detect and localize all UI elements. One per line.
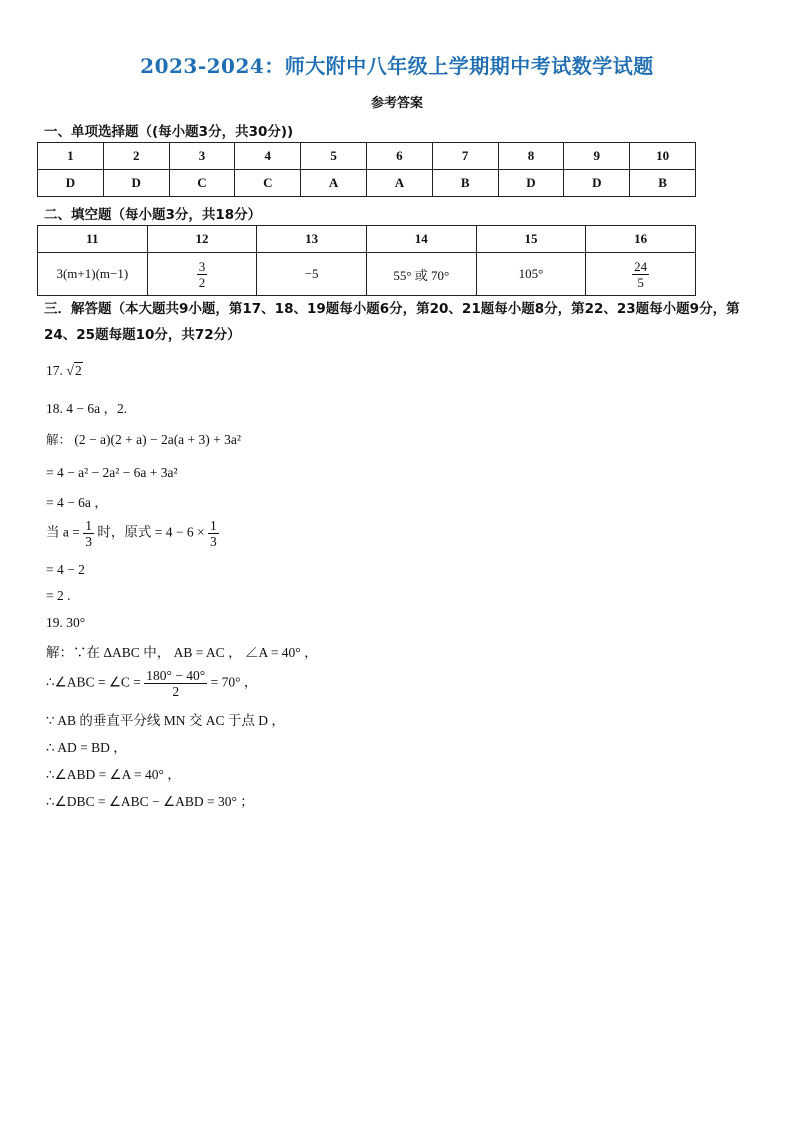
solution-19-line-4: ∴ AD = BD ， — [46, 740, 127, 755]
fraction — [632, 259, 649, 290]
solution-19-line-1: 解：∵在 ΔABC 中， AB = AC ， ∠A = 40° ， — [46, 645, 318, 660]
page-title: 2023-2024：师大附中八年级上学期期中考试数学试题 — [140, 54, 654, 78]
choice-answer: A — [366, 170, 432, 197]
solution-prefix: 解： — [46, 432, 72, 447]
solution-19-line-3: ∵ AB 的垂直平分线 MN 交 AC 于点 D ， — [46, 713, 285, 728]
fraction-denominator: 3 — [85, 534, 92, 549]
choice-number: 9 — [564, 143, 630, 170]
radicand: 2 — [74, 363, 82, 378]
choice-number: 7 — [432, 143, 498, 170]
section2-heading: 二、填空题（每小题3分，共18分） — [44, 207, 262, 223]
choice-answer: C — [235, 170, 301, 197]
fill-number-row — [38, 226, 696, 253]
fill-number: 16 — [586, 226, 696, 253]
fill-answer-11: 3(m+1)(m−1) — [38, 253, 148, 296]
expression: (2 − a)(2 + a) − 2a(a + 3) + 3a² — [74, 432, 241, 447]
choice-answer: D — [564, 170, 630, 197]
solution-18-line-2: = 4 − a² − 2a² − 6a + 3a² — [46, 465, 178, 480]
fraction-denominator: 3 — [209, 534, 217, 549]
fraction — [83, 518, 94, 549]
solution-18-line-5: = 4 − 2 — [46, 562, 85, 577]
fill-number: 11 — [38, 226, 148, 253]
answer-17 — [46, 363, 83, 380]
answer-18: 18. 4 − 6a ，2. — [46, 401, 128, 416]
choice-answer: D — [103, 170, 169, 197]
expression-part: 当 a = — [46, 524, 80, 540]
fill-answer-table — [37, 225, 696, 296]
choice-number: 3 — [169, 143, 235, 170]
choice-answer: A — [301, 170, 367, 197]
fill-answer-row — [38, 253, 696, 296]
fill-answer-16 — [586, 253, 696, 296]
solution-19-line-2 — [46, 668, 257, 699]
solution-18-line-4 — [46, 518, 219, 549]
choice-number: 5 — [301, 143, 367, 170]
fill-answer-15: 105° — [476, 253, 586, 296]
expression-part: 时，原式 = 4 − 6 × — [97, 524, 205, 540]
solution-18-line-6: = 2 . — [46, 588, 71, 603]
radical-sign-icon: √ — [66, 364, 74, 379]
fraction-denominator: 2 — [172, 684, 180, 699]
choice-number: 8 — [498, 143, 564, 170]
choice-answer: D — [38, 170, 104, 197]
solution-18-line-1 — [46, 430, 241, 448]
fill-number: 13 — [257, 226, 367, 253]
section3-heading: 三．解答题（本大题共9小题，第17、18、19题每小题6分，第20、21题每小题8分，第22、23题每小题9分，第24、25题每题10分，共72分） — [44, 301, 740, 343]
fill-answer-14: 55° 或 70° — [366, 253, 476, 296]
choice-number: 1 — [38, 143, 104, 170]
choice-number-row — [38, 143, 696, 170]
expression-part: = 70° ， — [210, 674, 258, 690]
fraction — [144, 668, 207, 699]
solution-18-line-3: = 4 − 6a ， — [46, 495, 108, 510]
choice-answer: C — [169, 170, 235, 197]
choice-answer-table — [37, 142, 696, 197]
choice-number: 2 — [103, 143, 169, 170]
question-number: 17. — [46, 363, 63, 378]
choice-answer: B — [432, 170, 498, 197]
fill-number: 15 — [476, 226, 586, 253]
choice-answer: B — [630, 170, 696, 197]
fill-number: 14 — [366, 226, 476, 253]
fraction-numerator: 1 — [85, 518, 92, 533]
choice-number: 6 — [366, 143, 432, 170]
solution-19-line-6: ∴∠DBC = ∠ABC − ∠ABD = 30° ； — [46, 794, 254, 809]
fraction-numerator: 24 — [634, 258, 648, 274]
choice-number: 10 — [630, 143, 696, 170]
fill-number: 12 — [147, 226, 257, 253]
fraction-numerator: 3 — [198, 258, 206, 274]
section1-heading: 一、单项选择题（(每小题3分，共30分)) — [44, 124, 294, 140]
fraction-numerator: 1 — [209, 518, 217, 533]
answer-19: 19. 30° — [46, 615, 86, 630]
choice-number: 4 — [235, 143, 301, 170]
choice-answer-row — [38, 170, 696, 197]
expression-part: ∴∠ABC = ∠C = — [46, 674, 141, 690]
choice-answer: D — [498, 170, 564, 197]
fraction — [208, 518, 219, 549]
square-root — [66, 363, 82, 380]
fraction — [197, 259, 208, 290]
solution-19-line-5: ∴∠ABD = ∠A = 40° ， — [46, 767, 181, 782]
fill-answer-12 — [147, 253, 257, 296]
fraction-denominator: 2 — [198, 274, 206, 290]
page-subtitle: 参考答案 — [370, 96, 423, 111]
fill-answer-13: −5 — [257, 253, 367, 296]
fraction-denominator: 5 — [637, 274, 644, 290]
fraction-numerator: 180° − 40° — [146, 668, 206, 683]
